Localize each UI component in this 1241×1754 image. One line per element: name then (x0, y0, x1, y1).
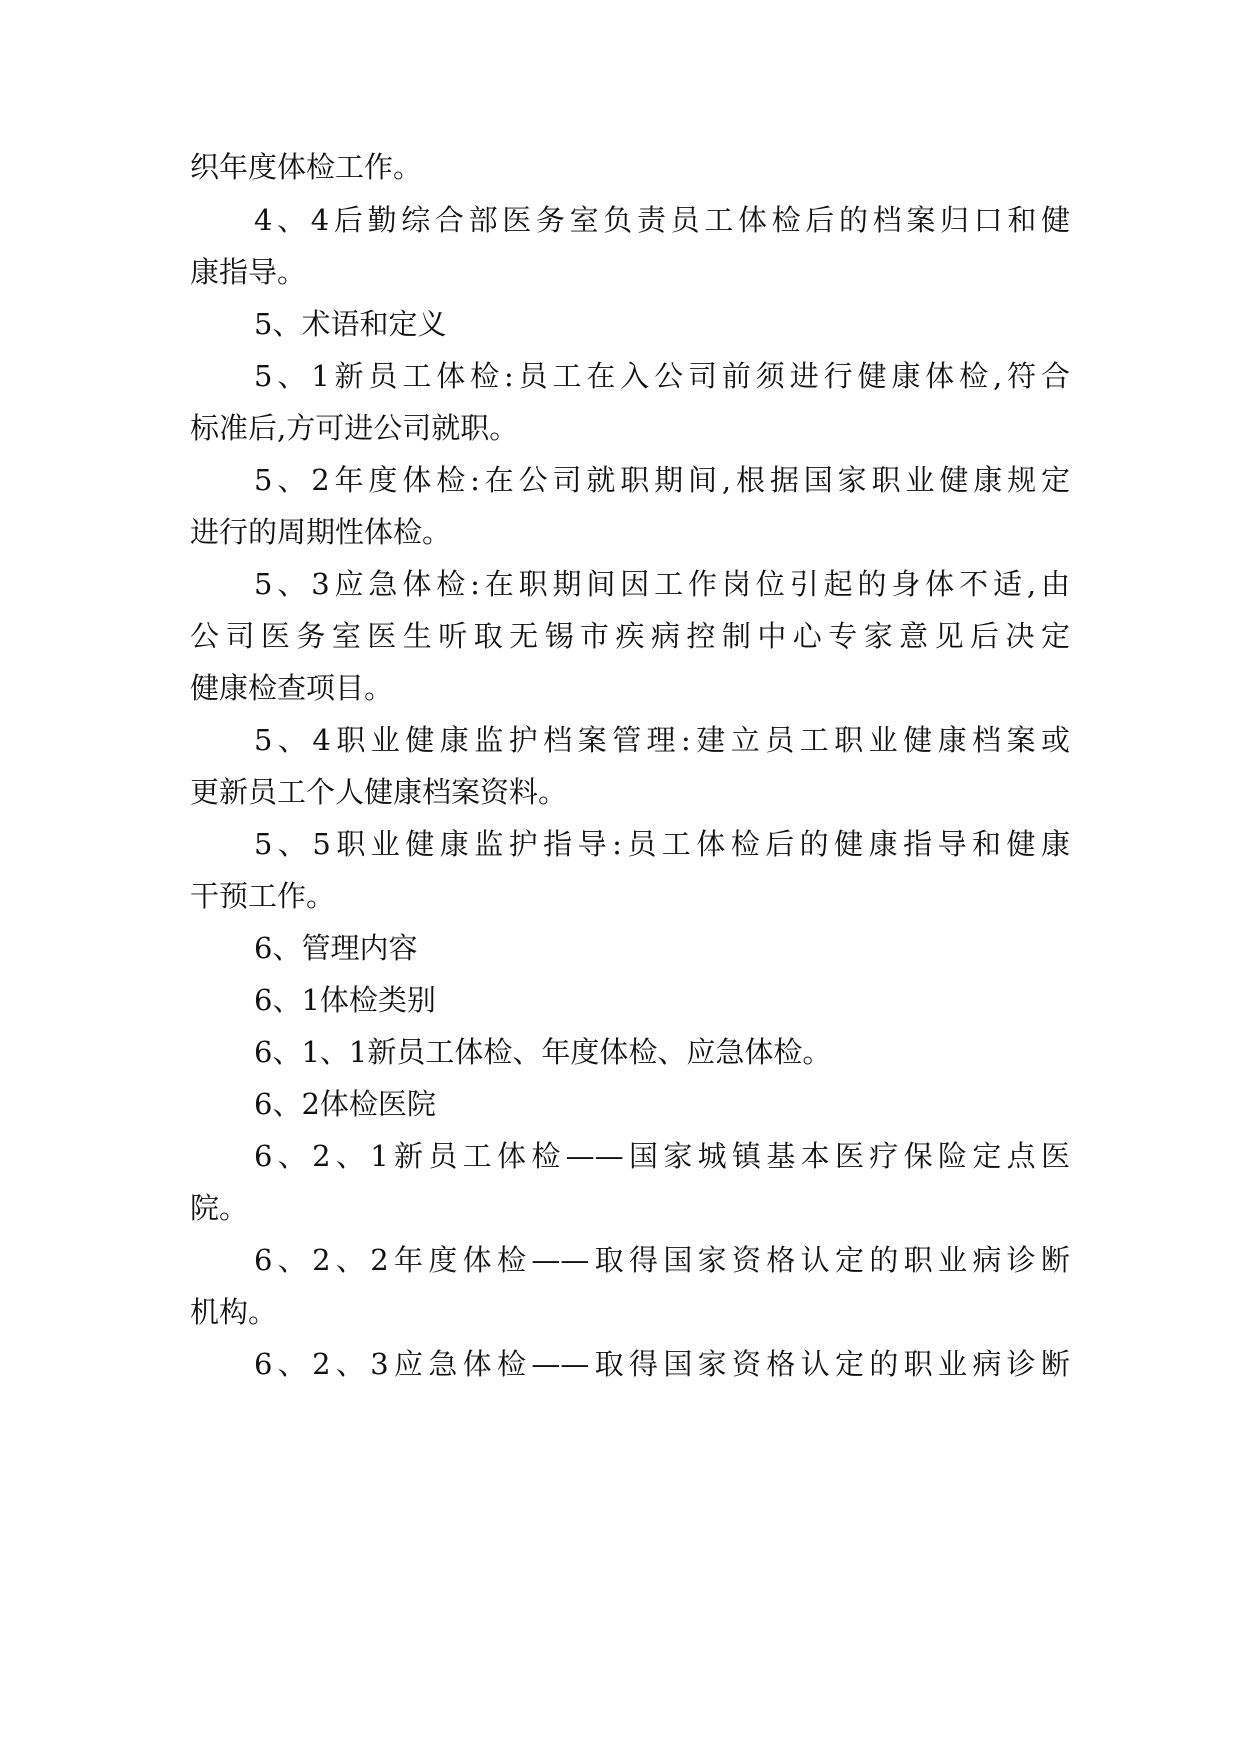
section-heading: 6、管理内容 (254, 931, 418, 965)
text-line: 公司医务室医生听取无锡市疾病控制中心专家意见后决定 (190, 619, 1070, 653)
text-line: 6、2、3应急体检——取得国家资格认定的职业病诊断 (254, 1347, 1070, 1381)
text-line: 6、2、2年度体检——取得国家资格认定的职业病诊断 (254, 1243, 1070, 1277)
text-line: 5、1新员工体检:员工在入公司前须进行健康体检,符合 (254, 359, 1070, 393)
section-heading: 5、术语和定义 (254, 307, 447, 341)
text-line: 6、1、1新员工体检、年度体检、应急体检。 (254, 1035, 832, 1069)
text-line: 5、4职业健康监护档案管理:建立员工职业健康档案或 (254, 723, 1070, 757)
text-line: 标准后,方可进公司就职。 (190, 411, 519, 445)
text-line: 更新员工个人健康档案资料。 (190, 775, 568, 809)
text-line: 进行的周期性体检。 (190, 515, 452, 549)
text-line: 院。 (190, 1191, 249, 1225)
text-line: 机构。 (190, 1295, 278, 1329)
text-line: 5、3应急体检:在职期间因工作岗位引起的身体不适,由 (254, 567, 1070, 601)
subsection-heading: 6、1体检类别 (254, 983, 436, 1017)
subsection-heading: 6、2体检医院 (254, 1087, 436, 1121)
text-line: 4、4后勤综合部医务室负责员工体检后的档案归口和健 (254, 203, 1070, 237)
text-line: 6、2、1新员工体检——国家城镇基本医疗保险定点医 (254, 1139, 1070, 1173)
text-line: 健康检查项目。 (190, 671, 394, 705)
text-line: 5、2年度体检:在公司就职期间,根据国家职业健康规定 (254, 463, 1070, 497)
text-line: 干预工作。 (190, 879, 336, 913)
text-line: 5、5职业健康监护指导:员工体检后的健康指导和健康 (254, 827, 1070, 861)
text-line: 康指导。 (190, 255, 307, 289)
text-line: 织年度体检工作。 (190, 150, 423, 184)
